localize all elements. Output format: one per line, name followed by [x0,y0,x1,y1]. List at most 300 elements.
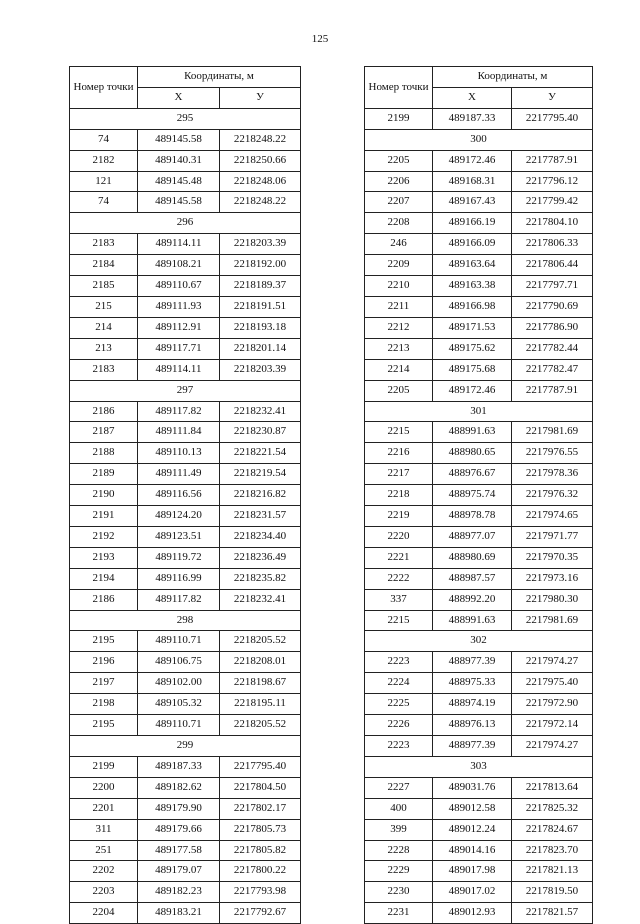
point-number-cell: 2212 [365,317,433,338]
table-row [365,422,593,443]
table-row [70,150,301,171]
point-number-cell: 2188 [70,443,138,464]
table-row [70,485,301,506]
table-body-left [70,108,301,923]
table-row [70,819,301,840]
point-number-cell: 2186 [70,401,138,422]
point-number-cell: 2184 [70,255,138,276]
table-row [365,840,593,861]
table-row [365,610,593,631]
header-coordinates: Координаты, м [433,67,593,88]
point-number-cell: 2211 [365,296,433,317]
table-row [365,777,593,798]
x-coordinate-cell: 489105.32 [138,694,220,715]
point-number-cell: 2214 [365,359,433,380]
table-row [365,359,593,380]
x-coordinate-cell: 489179.07 [138,861,220,882]
point-number-cell: 400 [365,798,433,819]
table-row [70,861,301,882]
point-number-cell: 2208 [365,213,433,234]
y-coordinate-cell: 2217980.30 [512,589,593,610]
point-number-cell: 2218 [365,485,433,506]
x-coordinate-cell: 488977.07 [433,526,512,547]
point-number-cell: 2207 [365,192,433,213]
table-row [365,652,593,673]
x-coordinate-cell: 489110.71 [138,631,220,652]
x-coordinate-cell: 488975.33 [433,673,512,694]
point-number-cell: 2198 [70,694,138,715]
x-coordinate-cell: 489123.51 [138,526,220,547]
x-coordinate-cell: 489168.31 [433,171,512,192]
x-coordinate-cell: 489119.72 [138,547,220,568]
x-coordinate-cell: 489031.76 [433,777,512,798]
group-number-cell: 296 [70,213,301,234]
group-number-cell: 295 [70,108,301,129]
point-number-cell: 2227 [365,777,433,798]
table-row [365,526,593,547]
table-row [365,317,593,338]
y-coordinate-cell: 2217804.50 [220,777,301,798]
table-row [70,464,301,485]
x-coordinate-cell: 489102.00 [138,673,220,694]
x-coordinate-cell: 489172.46 [433,380,512,401]
table-row [365,443,593,464]
point-number-cell: 2215 [365,610,433,631]
table-row [70,401,301,422]
y-coordinate-cell: 2217973.16 [512,568,593,589]
point-number-cell: 2199 [70,756,138,777]
x-coordinate-cell: 489110.71 [138,715,220,736]
y-coordinate-cell: 2217981.69 [512,610,593,631]
point-number-cell: 2223 [365,652,433,673]
table-row [70,443,301,464]
y-coordinate-cell: 2217978.36 [512,464,593,485]
point-number-cell: 2199 [365,108,433,129]
group-row [70,108,301,129]
y-coordinate-cell: 2217976.32 [512,485,593,506]
x-coordinate-cell: 488980.69 [433,547,512,568]
x-coordinate-cell: 488991.63 [433,610,512,631]
point-number-cell: 2189 [70,464,138,485]
table-row [365,296,593,317]
table-row [70,903,301,924]
y-coordinate-cell: 2218234.40 [220,526,301,547]
table-row [365,338,593,359]
y-coordinate-cell: 2218221.54 [220,443,301,464]
table-row [70,882,301,903]
x-coordinate-cell: 489114.11 [138,359,220,380]
y-coordinate-cell: 2217787.91 [512,150,593,171]
point-number-cell: 311 [70,819,138,840]
x-coordinate-cell: 489112.91 [138,317,220,338]
x-coordinate-cell: 488974.19 [433,694,512,715]
table-row [70,673,301,694]
y-coordinate-cell: 2217821.13 [512,861,593,882]
y-coordinate-cell: 2217821.57 [512,903,593,924]
x-coordinate-cell: 489117.71 [138,338,220,359]
table-row [365,673,593,694]
x-coordinate-cell: 489117.82 [138,589,220,610]
header-point-number: Номер точки [70,67,138,109]
group-row [70,213,301,234]
point-number-cell: 2182 [70,150,138,171]
coordinates-table-right [364,66,593,924]
x-coordinate-cell: 489179.66 [138,819,220,840]
x-coordinate-cell: 489012.58 [433,798,512,819]
x-coordinate-cell: 489163.38 [433,276,512,297]
x-coordinate-cell: 488975.74 [433,485,512,506]
group-row [365,631,593,652]
y-coordinate-cell: 2217797.71 [512,276,593,297]
table-row [365,861,593,882]
y-coordinate-cell: 2217970.35 [512,547,593,568]
table-row [70,777,301,798]
table-row [70,798,301,819]
point-number-cell: 2226 [365,715,433,736]
y-coordinate-cell: 2217819.50 [512,882,593,903]
point-number-cell: 121 [70,171,138,192]
x-coordinate-cell: 489124.20 [138,506,220,527]
point-number-cell: 2194 [70,568,138,589]
table-row [365,506,593,527]
y-coordinate-cell: 2218231.57 [220,506,301,527]
table-row [70,317,301,338]
point-number-cell: 2220 [365,526,433,547]
header-y: У [220,87,301,108]
table-row [70,568,301,589]
y-coordinate-cell: 2217974.65 [512,506,593,527]
x-coordinate-cell: 489017.02 [433,882,512,903]
table-row [365,798,593,819]
y-coordinate-cell: 2218248.22 [220,129,301,150]
table-body-right [365,108,593,923]
x-coordinate-cell: 489187.33 [433,108,512,129]
table-row [70,840,301,861]
point-number-cell: 2187 [70,422,138,443]
y-coordinate-cell: 2217796.12 [512,171,593,192]
point-number-cell: 2224 [365,673,433,694]
group-row [365,129,593,150]
x-coordinate-cell: 489182.23 [138,882,220,903]
point-number-cell: 2204 [70,903,138,924]
y-coordinate-cell: 2217972.14 [512,715,593,736]
x-coordinate-cell: 488978.78 [433,506,512,527]
y-coordinate-cell: 2218195.11 [220,694,301,715]
y-coordinate-cell: 2218216.82 [220,485,301,506]
y-coordinate-cell: 2217782.44 [512,338,593,359]
y-coordinate-cell: 2218192.00 [220,255,301,276]
point-number-cell: 2191 [70,506,138,527]
group-number-cell: 303 [365,756,593,777]
y-coordinate-cell: 2217975.40 [512,673,593,694]
y-coordinate-cell: 2218193.18 [220,317,301,338]
y-coordinate-cell: 2217806.44 [512,255,593,276]
x-coordinate-cell: 488977.39 [433,736,512,757]
group-number-cell: 301 [365,401,593,422]
x-coordinate-cell: 489110.13 [138,443,220,464]
point-number-cell: 214 [70,317,138,338]
point-number-cell: 2203 [70,882,138,903]
y-coordinate-cell: 2217782.47 [512,359,593,380]
x-coordinate-cell: 489182.62 [138,777,220,798]
group-row [70,736,301,757]
point-number-cell: 2183 [70,234,138,255]
group-number-cell: 297 [70,380,301,401]
point-number-cell: 2192 [70,526,138,547]
x-coordinate-cell: 489179.90 [138,798,220,819]
point-number-cell: 2229 [365,861,433,882]
table-row [70,296,301,317]
x-coordinate-cell: 489166.19 [433,213,512,234]
y-coordinate-cell: 2217974.27 [512,736,593,757]
point-number-cell: 2223 [365,736,433,757]
y-coordinate-cell: 2217793.98 [220,882,301,903]
point-number-cell: 2205 [365,150,433,171]
group-number-cell: 298 [70,610,301,631]
point-number-cell: 337 [365,589,433,610]
header-coordinates: Координаты, м [138,67,301,88]
group-number-cell: 299 [70,736,301,757]
point-number-cell: 2195 [70,631,138,652]
table-row [70,526,301,547]
group-number-cell: 300 [365,129,593,150]
group-row [70,380,301,401]
y-coordinate-cell: 2217825.32 [512,798,593,819]
x-coordinate-cell: 489166.98 [433,296,512,317]
y-coordinate-cell: 2218248.06 [220,171,301,192]
x-coordinate-cell: 489017.98 [433,861,512,882]
table-row [365,589,593,610]
table-row [365,715,593,736]
point-number-cell: 2206 [365,171,433,192]
point-number-cell: 213 [70,338,138,359]
x-coordinate-cell: 489183.21 [138,903,220,924]
x-coordinate-cell: 489187.33 [138,756,220,777]
table-row [365,213,593,234]
table-row [365,568,593,589]
y-coordinate-cell: 2217971.77 [512,526,593,547]
group-row [365,756,593,777]
group-row [70,610,301,631]
y-coordinate-cell: 2217813.64 [512,777,593,798]
x-coordinate-cell: 489117.82 [138,401,220,422]
table-row [365,882,593,903]
point-number-cell: 2213 [365,338,433,359]
table-row [70,192,301,213]
point-number-cell: 2185 [70,276,138,297]
point-number-cell: 74 [70,129,138,150]
table-row [365,234,593,255]
table-row [70,589,301,610]
point-number-cell: 2202 [70,861,138,882]
y-coordinate-cell: 2217976.55 [512,443,593,464]
x-coordinate-cell: 488977.39 [433,652,512,673]
x-coordinate-cell: 489012.24 [433,819,512,840]
x-coordinate-cell: 489175.68 [433,359,512,380]
point-number-cell: 2210 [365,276,433,297]
y-coordinate-cell: 2218236.49 [220,547,301,568]
point-number-cell: 74 [70,192,138,213]
y-coordinate-cell: 2217795.40 [220,756,301,777]
x-coordinate-cell: 489116.56 [138,485,220,506]
point-number-cell: 399 [365,819,433,840]
table-row [70,276,301,297]
point-number-cell: 2195 [70,715,138,736]
y-coordinate-cell: 2218248.22 [220,192,301,213]
y-coordinate-cell: 2218203.39 [220,359,301,380]
point-number-cell: 215 [70,296,138,317]
x-coordinate-cell: 489175.62 [433,338,512,359]
x-coordinate-cell: 489012.93 [433,903,512,924]
y-coordinate-cell: 2217806.33 [512,234,593,255]
x-coordinate-cell: 489116.99 [138,568,220,589]
y-coordinate-cell: 2218198.67 [220,673,301,694]
x-coordinate-cell: 489140.31 [138,150,220,171]
table-row [365,694,593,715]
x-coordinate-cell: 488976.67 [433,464,512,485]
point-number-cell: 2215 [365,422,433,443]
x-coordinate-cell: 489171.53 [433,317,512,338]
y-coordinate-cell: 2217981.69 [512,422,593,443]
y-coordinate-cell: 2218230.87 [220,422,301,443]
y-coordinate-cell: 2218208.01 [220,652,301,673]
y-coordinate-cell: 2217805.82 [220,840,301,861]
table-row [365,547,593,568]
x-coordinate-cell: 489110.67 [138,276,220,297]
x-coordinate-cell: 489108.21 [138,255,220,276]
y-coordinate-cell: 2218191.51 [220,296,301,317]
point-number-cell: 2231 [365,903,433,924]
x-coordinate-cell: 488991.63 [433,422,512,443]
y-coordinate-cell: 2218250.66 [220,150,301,171]
x-coordinate-cell: 489114.11 [138,234,220,255]
y-coordinate-cell: 2218235.82 [220,568,301,589]
x-coordinate-cell: 489166.09 [433,234,512,255]
y-coordinate-cell: 2218205.52 [220,631,301,652]
y-coordinate-cell: 2217805.73 [220,819,301,840]
point-number-cell: 2216 [365,443,433,464]
point-number-cell: 2217 [365,464,433,485]
y-coordinate-cell: 2218232.41 [220,401,301,422]
point-number-cell: 2200 [70,777,138,798]
point-number-cell: 2225 [365,694,433,715]
point-number-cell: 2186 [70,589,138,610]
table-row [365,171,593,192]
x-coordinate-cell: 489111.49 [138,464,220,485]
x-coordinate-cell: 489145.58 [138,192,220,213]
header-y: У [512,87,593,108]
table-row [70,255,301,276]
table-row [70,652,301,673]
group-number-cell: 302 [365,631,593,652]
coordinates-table-left [69,66,301,924]
table-row [365,150,593,171]
table-row [365,255,593,276]
point-number-cell: 2219 [365,506,433,527]
x-coordinate-cell: 489014.16 [433,840,512,861]
point-number-cell: 2209 [365,255,433,276]
y-coordinate-cell: 2217800.22 [220,861,301,882]
point-number-cell: 2197 [70,673,138,694]
point-number-cell: 2205 [365,380,433,401]
table-row [70,715,301,736]
y-coordinate-cell: 2217790.69 [512,296,593,317]
y-coordinate-cell: 2217804.10 [512,213,593,234]
y-coordinate-cell: 2218219.54 [220,464,301,485]
point-number-cell: 2196 [70,652,138,673]
y-coordinate-cell: 2218232.41 [220,589,301,610]
y-coordinate-cell: 2217786.90 [512,317,593,338]
table-row [70,359,301,380]
table-row [70,547,301,568]
header-x: X [138,87,220,108]
y-coordinate-cell: 2217795.40 [512,108,593,129]
x-coordinate-cell: 489145.48 [138,171,220,192]
y-coordinate-cell: 2217824.67 [512,819,593,840]
x-coordinate-cell: 489111.93 [138,296,220,317]
x-coordinate-cell: 488992.20 [433,589,512,610]
x-coordinate-cell: 489163.64 [433,255,512,276]
point-number-cell: 251 [70,840,138,861]
table-row [365,819,593,840]
point-number-cell: 246 [365,234,433,255]
y-coordinate-cell: 2217972.90 [512,694,593,715]
y-coordinate-cell: 2217787.91 [512,380,593,401]
table-row [70,129,301,150]
table-row [365,192,593,213]
table-row [70,631,301,652]
table-row [70,171,301,192]
y-coordinate-cell: 2217823.70 [512,840,593,861]
table-row [70,756,301,777]
y-coordinate-cell: 2218203.39 [220,234,301,255]
point-number-cell: 2201 [70,798,138,819]
y-coordinate-cell: 2217792.67 [220,903,301,924]
table-row [365,485,593,506]
x-coordinate-cell: 488980.65 [433,443,512,464]
x-coordinate-cell: 489106.75 [138,652,220,673]
y-coordinate-cell: 2218189.37 [220,276,301,297]
y-coordinate-cell: 2218205.52 [220,715,301,736]
y-coordinate-cell: 2217974.27 [512,652,593,673]
table-row [365,108,593,129]
table-row [70,506,301,527]
table-row [70,338,301,359]
y-coordinate-cell: 2218201.14 [220,338,301,359]
point-number-cell: 2222 [365,568,433,589]
table-row [365,903,593,924]
point-number-cell: 2193 [70,547,138,568]
y-coordinate-cell: 2217802.17 [220,798,301,819]
x-coordinate-cell: 489145.58 [138,129,220,150]
table-row [365,736,593,757]
group-row [365,401,593,422]
y-coordinate-cell: 2217799.42 [512,192,593,213]
point-number-cell: 2190 [70,485,138,506]
x-coordinate-cell: 489177.58 [138,840,220,861]
table-row [70,694,301,715]
x-coordinate-cell: 489111.84 [138,422,220,443]
x-coordinate-cell: 488976.13 [433,715,512,736]
table-row [365,380,593,401]
header-point-number: Номер точки [365,67,433,109]
table-row [70,422,301,443]
table-row [365,276,593,297]
table-row [70,234,301,255]
point-number-cell: 2221 [365,547,433,568]
point-number-cell: 2230 [365,882,433,903]
x-coordinate-cell: 488987.57 [433,568,512,589]
